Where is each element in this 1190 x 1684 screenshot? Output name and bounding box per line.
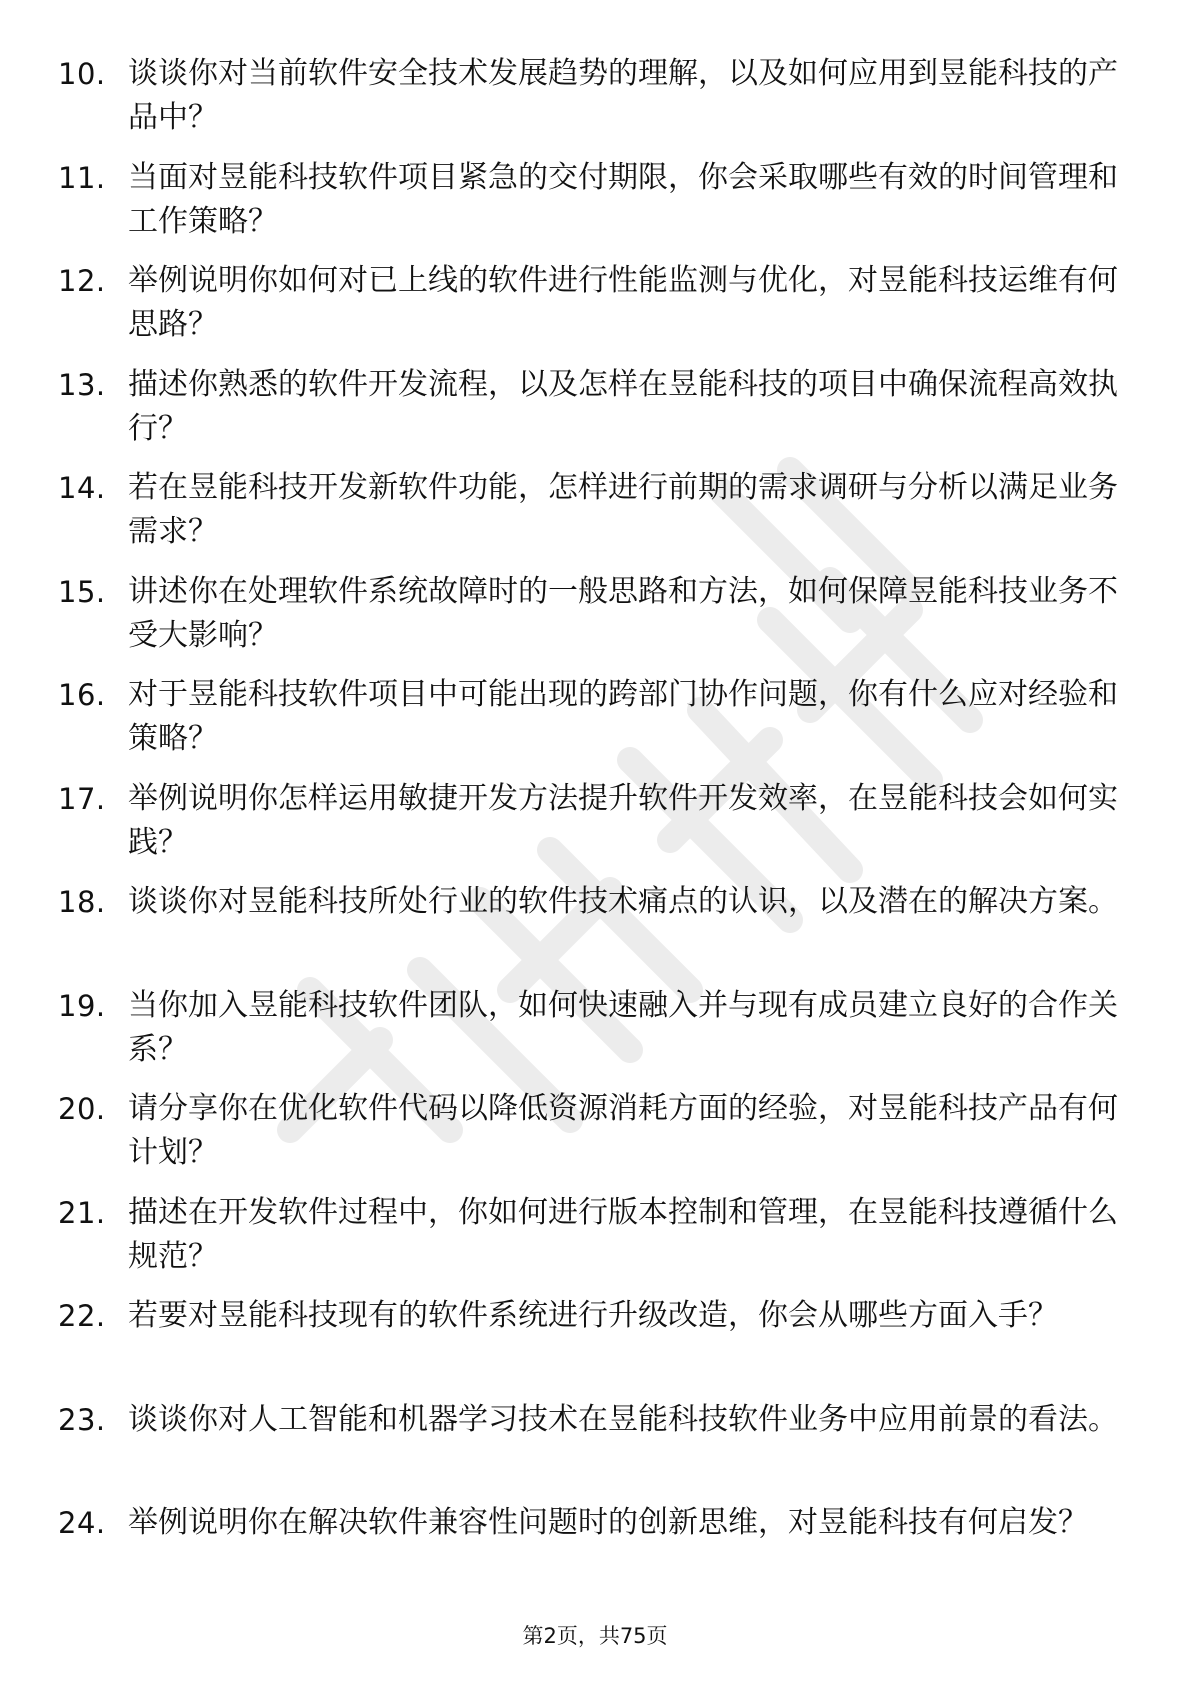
question-number: 11.	[58, 160, 106, 195]
question-item	[58, 1501, 1118, 1605]
question-text: 谈谈你对当前软件安全技术发展趋势的理解，以及如何应用到昱能科技的产品中？	[128, 56, 1118, 135]
question-number: 24.	[58, 1506, 106, 1540]
question-number: 15.	[58, 574, 106, 609]
question-item	[58, 1191, 1118, 1295]
question-text: 举例说明你如何对已上线的软件进行性能监测与优化，对昱能科技运维有何思路？	[128, 263, 1118, 342]
question-item	[58, 466, 1118, 570]
question-text: 对于昱能科技软件项目中可能出现的跨部门协作问题，你有什么应对经验和策略？	[128, 677, 1118, 756]
question-number: 18.	[58, 885, 106, 919]
question-item	[58, 1087, 1118, 1191]
question-text: 当你加入昱能科技软件团队，如何快速融入并与现有成员建立良好的合作关系？	[128, 987, 1118, 1067]
question-text: 若在昱能科技开发新软件功能，怎样进行前期的需求调研与分析以满足业务需求？	[128, 470, 1118, 549]
question-number: 21.	[58, 1195, 106, 1230]
question-number: 10.	[58, 57, 106, 91]
question-number: 17.	[58, 781, 106, 816]
question-text: 举例说明你怎样运用敏捷开发方法提升软件开发效率，在昱能科技会如何实践？	[128, 780, 1118, 860]
question-item	[58, 880, 1118, 984]
question-text: 举例说明你在解决软件兼容性问题时的创新思维，对昱能科技有何启发？	[128, 1505, 1088, 1540]
question-number: 14.	[58, 471, 106, 505]
question-item	[58, 984, 1118, 1088]
question-number: 16.	[58, 678, 106, 712]
question-item	[58, 570, 1118, 674]
question-number: 13.	[58, 367, 106, 402]
question-item	[58, 52, 1118, 156]
question-item	[58, 156, 1118, 260]
question-text: 谈谈你对人工智能和机器学习技术在昱能科技软件业务中应用前景的看法。	[128, 1401, 1118, 1437]
question-item	[58, 673, 1118, 777]
page-footer: 第2页，共75页	[522, 1624, 668, 1648]
question-number: 22.	[58, 1299, 106, 1333]
question-item	[58, 1294, 1118, 1398]
question-text: 谈谈你对昱能科技所处行业的软件技术痛点的认识，以及潜在的解决方案。	[128, 884, 1118, 919]
question-text: 请分享你在优化软件代码以降低资源消耗方面的经验，对昱能科技产品有何计划？	[128, 1091, 1118, 1170]
question-text: 描述在开发软件过程中，你如何进行版本控制和管理，在昱能科技遵循什么规范？	[128, 1194, 1118, 1274]
question-number: 19.	[58, 988, 106, 1023]
question-list	[58, 52, 1118, 1605]
question-text: 讲述你在处理软件系统故障时的一般思路和方法，如何保障昱能科技业务不受大影响？	[128, 573, 1118, 653]
question-item	[58, 1398, 1118, 1502]
question-item	[58, 259, 1118, 363]
question-number: 20.	[58, 1092, 106, 1126]
question-number: 23.	[58, 1402, 106, 1437]
question-item	[58, 777, 1118, 881]
question-item	[58, 363, 1118, 467]
question-text: 描述你熟悉的软件开发流程，以及怎样在昱能科技的项目中确保流程高效执行？	[128, 366, 1118, 446]
question-text: 当面对昱能科技软件项目紧急的交付期限，你会采取哪些有效的时间管理和工作策略？	[128, 159, 1118, 239]
question-text: 若要对昱能科技现有的软件系统进行升级改造，你会从哪些方面入手？	[128, 1298, 1058, 1333]
question-number: 12.	[58, 264, 106, 298]
